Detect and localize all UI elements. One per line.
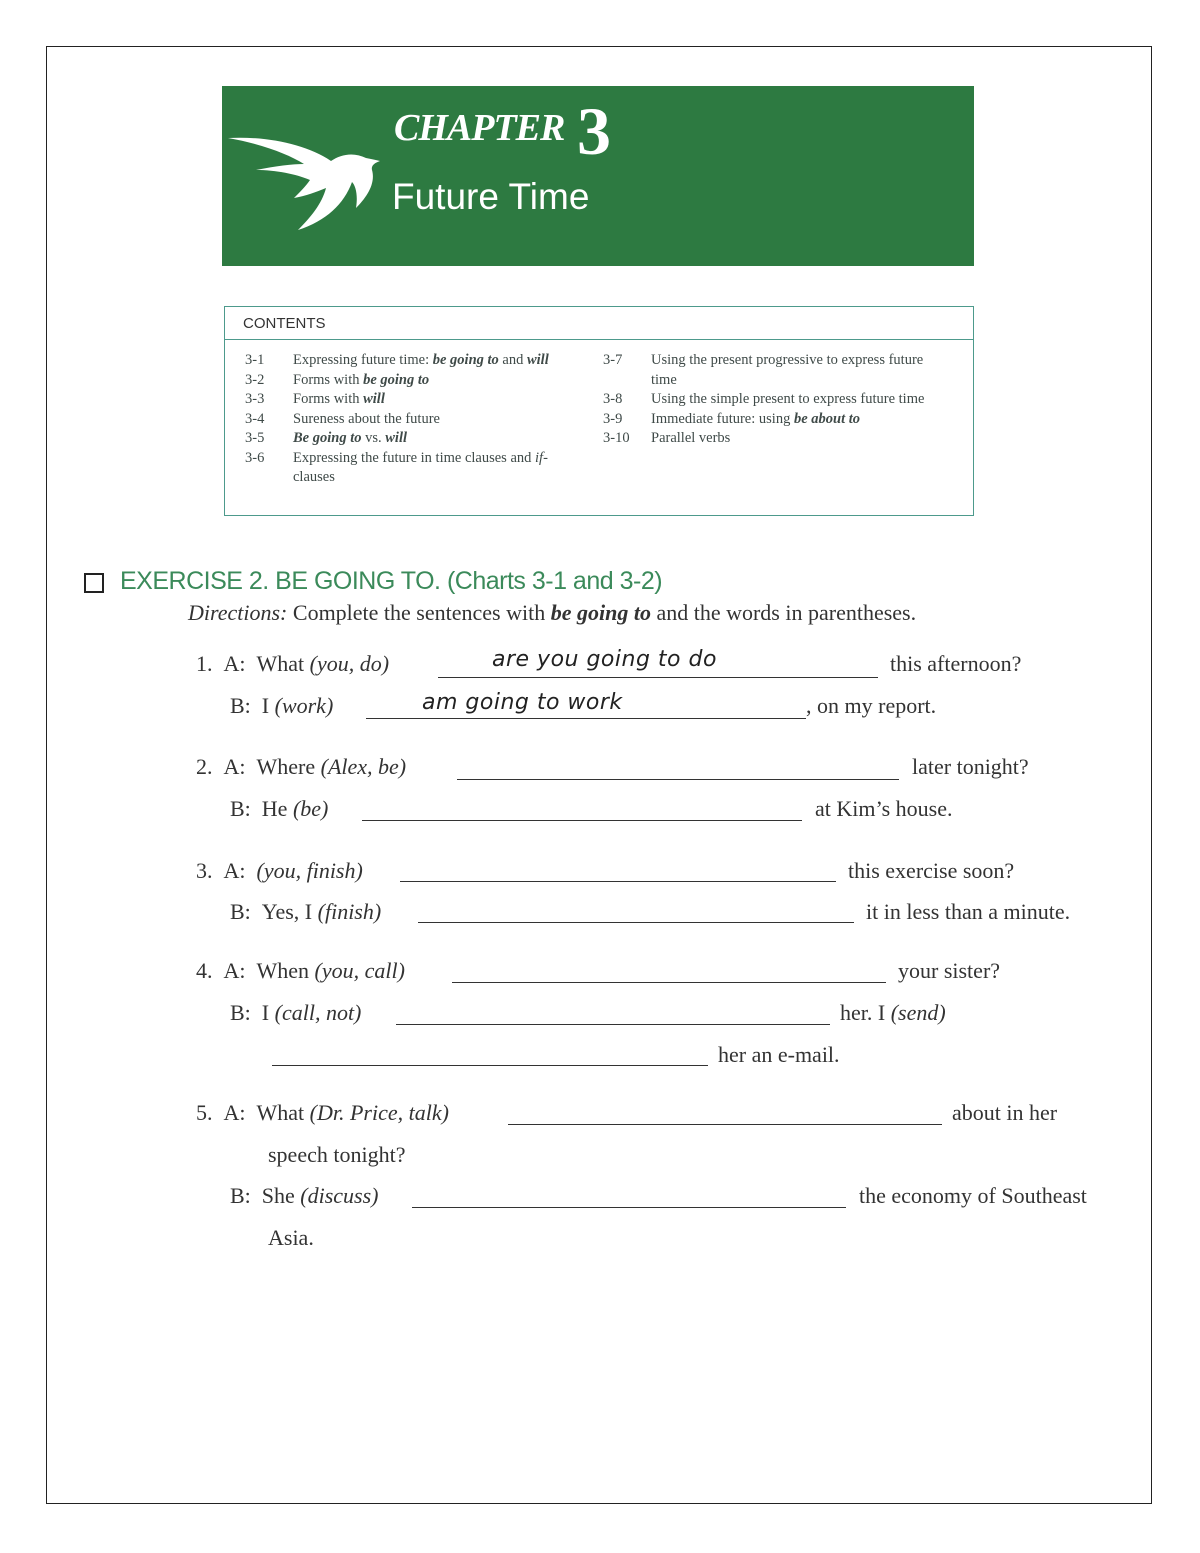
- speaker-a: A:: [223, 1100, 246, 1125]
- toc-text-part: will: [363, 391, 385, 407]
- toc-number: 3-7: [603, 352, 623, 368]
- verb-cue: (discuss): [300, 1183, 379, 1208]
- speaker-b: B:: [230, 693, 251, 718]
- answer-blank[interactable]: [400, 881, 836, 882]
- verb-cue: (be): [292, 796, 329, 821]
- toc-number: 3-8: [603, 391, 623, 407]
- toc-text: [651, 429, 943, 449]
- verb-cue: (you, call): [314, 958, 405, 983]
- item-3-b: [230, 899, 381, 925]
- chapter-label: CHAPTER: [394, 107, 565, 149]
- swallow-logo-icon: [226, 126, 386, 236]
- speaker-b: B:: [230, 1000, 251, 1025]
- toc-text-part: Using the present progressive to express future time: [651, 352, 924, 388]
- toc-text-part: be going: [432, 352, 484, 368]
- toc-text-part: Be going to: [293, 430, 362, 446]
- toc-text: [651, 410, 943, 430]
- speaker-a: A:: [223, 651, 246, 676]
- toc-item: [245, 429, 565, 449]
- answer-blank[interactable]: [272, 1065, 708, 1066]
- toc-text: [293, 410, 565, 430]
- exercise-title: EXERCISE 2. BE GOING TO. (Charts 3-1 and 3-2): [120, 567, 663, 595]
- toc-text-part: be about to: [793, 410, 861, 427]
- toc-text: [651, 351, 943, 390]
- toc-text: [293, 429, 565, 449]
- toc-text-part: be going to: [363, 371, 430, 388]
- verb-cue: (send): [890, 1000, 946, 1025]
- verb-cue: (Alex, be): [320, 754, 407, 779]
- speaker-b: B:: [230, 796, 251, 821]
- handwritten-answer: am going to work: [422, 690, 623, 715]
- directions-keyword: be going to: [550, 600, 651, 625]
- contents-heading: CONTENTS: [225, 307, 973, 340]
- speaker-a: A:: [223, 858, 246, 883]
- chapter-number: 3: [577, 93, 611, 169]
- toc-text-part: Expressing the future in time clauses and: [293, 449, 536, 466]
- speaker-b: B:: [230, 899, 251, 924]
- item-4-a: [196, 958, 405, 984]
- item-number: 5.: [196, 1100, 213, 1125]
- toc-text-part: Forms with: [293, 371, 364, 388]
- toc-text-part: to: [487, 352, 499, 368]
- answer-blank[interactable]: [366, 718, 806, 719]
- toc-text-part: will: [526, 352, 549, 368]
- item-5-a-end: about in her: [952, 1100, 1058, 1125]
- toc-item: [603, 390, 943, 410]
- handwritten-answer: are you going to do: [492, 647, 717, 672]
- toc-item: [603, 351, 943, 390]
- toc-text-part: vs.: [361, 430, 386, 446]
- prompt-text: He: [261, 796, 293, 821]
- speaker-b: B:: [230, 1183, 251, 1208]
- toc-number: 3-6: [245, 449, 265, 466]
- item-number: 2.: [196, 754, 213, 779]
- toc-text: [293, 449, 565, 488]
- speaker-a: A:: [223, 958, 246, 983]
- item-number: 1.: [196, 651, 213, 676]
- item-5-a: [196, 1100, 449, 1126]
- exercise-checkbox[interactable]: [84, 573, 104, 593]
- toc-item: [245, 449, 565, 488]
- chapter-title: Future Time: [392, 176, 590, 217]
- chapter-banner: [222, 86, 974, 266]
- toc-item: [245, 351, 565, 371]
- toc-item: [245, 371, 565, 391]
- toc-text-part: Sureness about the future: [293, 410, 440, 427]
- verb-cue: (work): [274, 693, 334, 718]
- toc-text: [293, 351, 565, 371]
- directions: [188, 600, 916, 626]
- item-number: 4.: [196, 958, 213, 983]
- verb-cue: (you, do): [309, 651, 390, 676]
- item-1-b: [230, 693, 333, 719]
- toc-number: 3-9: [603, 410, 623, 427]
- contents-box: [224, 306, 974, 516]
- toc-number: 3-10: [603, 430, 630, 446]
- toc-left-column: [245, 351, 565, 488]
- verb-cue: (you, finish): [256, 858, 363, 883]
- toc-text-part: Parallel verbs: [651, 430, 731, 446]
- toc-number: 3-3: [245, 391, 265, 407]
- item-4-b: [230, 1000, 361, 1026]
- verb-cue: (call, not): [274, 1000, 362, 1025]
- directions-text-end: and the words in parentheses.: [650, 600, 917, 625]
- toc-text-part: if: [535, 449, 544, 466]
- toc-number: 3-1: [245, 352, 265, 368]
- prompt-text: Yes, I: [261, 899, 318, 924]
- toc-text: [293, 371, 565, 391]
- item-number: 3.: [196, 858, 213, 883]
- toc-item: [603, 429, 943, 449]
- toc-item: [245, 410, 565, 430]
- verb-cue: (Dr. Price, talk): [309, 1100, 449, 1125]
- toc-text-part: -clauses: [293, 449, 548, 485]
- prompt-text: When: [256, 958, 315, 983]
- item-5-b: [230, 1183, 379, 1209]
- prompt-text: What: [256, 651, 310, 676]
- toc-text: [651, 390, 943, 410]
- directions-text: Complete the sentences with: [287, 600, 551, 625]
- item-3-b-end: it in less than a minute.: [866, 899, 1071, 924]
- item-4-c-end: her an e-mail.: [718, 1042, 840, 1067]
- item-4-a-end: your sister?: [898, 958, 1001, 983]
- answer-blank[interactable]: [508, 1124, 942, 1125]
- item-2-b: [230, 796, 328, 822]
- toc-text-part: Using the simple present to express future time: [651, 391, 925, 407]
- toc-number: 3-2: [245, 371, 265, 388]
- toc-text-part: Forms with: [293, 391, 364, 407]
- item-1-a: [196, 651, 389, 677]
- toc-text-part: Immediate future: using: [651, 410, 794, 427]
- item-3-a: [196, 858, 363, 884]
- item-2-a-end: later tonight?: [912, 754, 1029, 779]
- toc-text-part: will: [385, 430, 408, 446]
- toc-number: 3-5: [245, 430, 265, 446]
- toc-number: 3-4: [245, 410, 265, 427]
- item-2-a: [196, 754, 406, 780]
- prompt-text: I: [261, 1000, 275, 1025]
- speaker-a: A:: [223, 754, 246, 779]
- answer-blank[interactable]: [396, 1024, 830, 1025]
- prompt-text: Where: [256, 754, 321, 779]
- prompt-text: What: [256, 1100, 310, 1125]
- answer-blank[interactable]: [457, 779, 899, 780]
- toc-text: [293, 390, 565, 410]
- directions-label: Directions:: [188, 600, 288, 625]
- answer-blank[interactable]: [438, 677, 878, 678]
- toc-item: [245, 390, 565, 410]
- answer-blank[interactable]: [418, 922, 854, 923]
- item-1-a-end: this afternoon?: [890, 651, 1022, 676]
- toc-item: [603, 410, 943, 430]
- toc-text-part: and: [498, 352, 527, 368]
- verb-cue: (finish): [317, 899, 382, 924]
- item-3-a-end: this exercise soon?: [848, 858, 1015, 883]
- item-5-b-cont: Asia.: [268, 1225, 314, 1250]
- prompt-text: I: [261, 693, 275, 718]
- answer-blank[interactable]: [412, 1207, 846, 1208]
- item-5-a-cont: speech tonight?: [268, 1142, 406, 1167]
- answer-blank[interactable]: [452, 982, 886, 983]
- item-1-b-end: , on my report.: [806, 693, 937, 718]
- item-2-b-end: at Kim’s house.: [815, 796, 953, 821]
- prompt-text: She: [261, 1183, 301, 1208]
- toc-text-part: Expressing future time:: [293, 352, 433, 368]
- answer-blank[interactable]: [362, 820, 802, 821]
- item-4-b-end: [840, 1000, 946, 1026]
- item-5-b-end: the economy of Southeast: [859, 1183, 1087, 1208]
- toc-right-column: [603, 351, 943, 449]
- prompt-text: her. I: [840, 1000, 891, 1025]
